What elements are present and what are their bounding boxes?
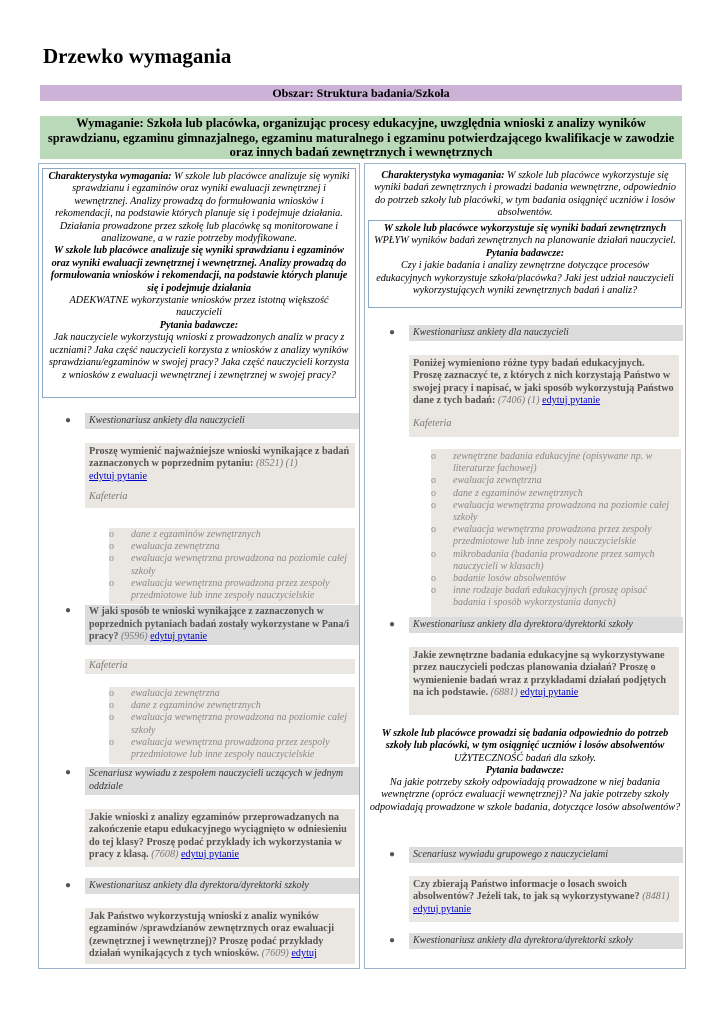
left-question-2 bbox=[65, 605, 360, 645]
option-label: ewaluacja wewnętrzna prowadzona przez zespoły przedmiotowe lub inne zespoły nauczycielskie bbox=[131, 736, 330, 761]
option-item bbox=[109, 529, 355, 541]
circle-icon: o bbox=[109, 577, 114, 589]
option-item bbox=[109, 553, 355, 577]
left-options-1 bbox=[109, 529, 355, 602]
edit-question-link[interactable]: edytuj pytanie bbox=[180, 848, 239, 860]
right-question-3-id: (8481) bbox=[642, 891, 670, 903]
left-question-4-text: Jak Państwo wykorzystują wnioski z analiz wyników egzaminów /sprawdzianów zewnętrznych oraz ewaluacji (zewnętrznej i wewnętrznej)? Proszę podać przykłady działań wynikających z tych wniosków. bbox=[89, 911, 335, 959]
left-questions: Jak nauczyciele wykorzystują wnioski z prowadzonych analiz w pracy z uczniami? Jaka część nauczycieli korzysta z wniosków z analizy wyników sprawdzianu/egzaminów w swojej pracy? Jaka część nauczycieli korzysta z wniosków z ewaluacji wewnętrznej i zewnętrznej w swojej pracy? bbox=[48, 332, 350, 381]
left-options-2 bbox=[109, 688, 355, 761]
bullet-dot-icon: ● bbox=[65, 415, 72, 426]
circle-icon: o bbox=[109, 688, 114, 699]
right-usefulness-box bbox=[368, 728, 682, 814]
bullet-dot-icon: ● bbox=[65, 605, 72, 616]
right-tool-4[interactable] bbox=[389, 933, 683, 949]
right-characteristics-box bbox=[368, 168, 682, 220]
circle-icon: o bbox=[431, 475, 436, 487]
right-question-1 bbox=[409, 355, 679, 437]
option-label: ewaluacja wewnętrzna prowadzona na poziomie całej szkoły bbox=[131, 712, 348, 736]
option-item bbox=[431, 585, 681, 609]
option-label: zewnętrzne badania edukacyjne (opisywane np. w literaturze fachowej) bbox=[453, 451, 653, 475]
circle-icon: o bbox=[109, 700, 114, 712]
right-usefulness-text: UŻYTECZNOŚĆ badań dla szkoły. bbox=[453, 752, 597, 764]
right-char-text: W szkole lub placówce wykorzystuje się wyniki badań zewnętrznych i prowadzi badania wewnętrzne, odpowiednio do potrzeb szkoły lub placówki, w tym badania osiągnięć uczniów i losów absolwentów. bbox=[374, 170, 676, 219]
left-tool-2-label: Scenariusz wywiadu z zespołem nauczycieli uczących w jednym oddziale bbox=[89, 768, 344, 792]
option-label: ewaluacja wewnętrzna prowadzona przez zespoły przedmiotowe lub inne zespoły nauczycielskie bbox=[453, 524, 652, 548]
bullet-dot-icon: ● bbox=[389, 935, 396, 946]
left-char-label: Charakterystyka wymagania: bbox=[48, 171, 172, 182]
left-char-text: W szkole lub placówce analizuje się wyniki sprawdzianu i egzaminów oraz wyniki ewaluacji zewnętrznej i wewnętrznej. Analizy prowadzą do formułowania wniosków i rekomendacji, na podstawie których planuje się i podejmuje działania. Działania prowadzone przez szkołę lub placówkę są monitorowane i analizowane, a w razie potrzeby modyfikowane. bbox=[55, 171, 350, 245]
option-label: ewaluacja zewnętrzna bbox=[131, 541, 220, 553]
left-characteristics-box bbox=[42, 168, 356, 398]
right-question-2 bbox=[409, 647, 679, 715]
right-question-2-text: Jakie zewnętrzne badania edukacyjne są wykorzystywane przez nauczycieli podczas planowania działań? Proszę o wymienienie badań wraz z przykładami działań podjętych na ich podstawie. bbox=[413, 650, 666, 698]
option-item bbox=[109, 541, 355, 553]
left-bold-text: W szkole lub placówce analizuje się wyniki sprawdzianu i egzaminów oraz wyniki ewaluacji zewnętrznej i wewnętrznej. Analizy prowadzą do formułowania wniosków i rekomendacji, na podstawie których planuje się i podejmuje działania bbox=[50, 245, 348, 294]
edit-question-link[interactable]: edytuj pytanie bbox=[89, 470, 147, 482]
circle-icon: o bbox=[109, 541, 114, 553]
option-label: ewaluacja zewnętrzna bbox=[453, 475, 542, 487]
edit-question-link[interactable]: edytuj pytanie bbox=[520, 686, 579, 698]
left-question-2-id: (9596) bbox=[120, 631, 148, 642]
right-tool-4-label: Kwestionariusz ankiety dla dyrektora/dyrektorki szkoły bbox=[413, 935, 633, 946]
option-item bbox=[109, 700, 355, 712]
edit-question-link[interactable]: edytuj pytanie bbox=[413, 903, 471, 915]
right-bold-text-2: W szkole lub placówce prowadzi się badania odpowiednio do potrzeb szkoły lub placówki, w tym osiągnięć uczniów i losów absolwentów bbox=[381, 728, 669, 752]
right-column bbox=[364, 163, 686, 969]
left-question-1-id: (8521) (1) bbox=[255, 458, 298, 470]
right-question-1-text: Poniżej wymieniono różne typy badań edukacyjnych. Proszę zaznaczyć te, z których z nich korzystają Państwo w swojej pracy i napisać, w jaki sposób wykorzystują Państwo dane z tych badań: bbox=[413, 358, 674, 406]
right-question-1-id: (7406) (1) bbox=[497, 394, 540, 406]
right-questions-2: Na jakie potrzeby szkoły odpowiadają prowadzone w niej badania wewnętrzne (oprócz ewaluacji wewnętrznej)? Na jakie potrzeby szkoły odpowiadają prowadzone w szkole badania, dotyczące losów absolwentów? bbox=[369, 777, 681, 813]
option-item bbox=[109, 712, 355, 736]
option-label: dane z egzaminów zewnętrznych bbox=[131, 700, 261, 712]
right-question-2-id: (6881) bbox=[490, 686, 518, 698]
right-tool-3[interactable] bbox=[389, 847, 683, 863]
circle-icon: o bbox=[431, 573, 436, 585]
option-label: inne rodzaje badań edukacyjnych (proszę opisać badania i sposób wykorzystania danych) bbox=[453, 585, 647, 609]
bullet-dot-icon: ● bbox=[65, 880, 72, 891]
left-question-2-text: W jaki sposób te wnioski wynikające z zaznaczonych w poprzednich pytaniach badań zostały wykorzystane w Pana/i pracy? bbox=[89, 606, 350, 642]
circle-icon: o bbox=[109, 736, 114, 748]
option-item bbox=[431, 573, 681, 585]
option-item bbox=[431, 524, 681, 548]
left-column bbox=[38, 163, 360, 969]
bullet-dot-icon: ● bbox=[389, 849, 396, 860]
right-tool-2-label: Kwestionariusz ankiety dla dyrektora/dyrektorki szkoły bbox=[413, 619, 633, 630]
option-label: ewaluacja wewnętrzna prowadzona na poziomie całej szkoły bbox=[131, 553, 348, 577]
option-label: dane z egzaminów zewnętrznych bbox=[453, 487, 583, 499]
circle-icon: o bbox=[431, 524, 436, 536]
circle-icon: o bbox=[431, 585, 436, 597]
right-question-3 bbox=[409, 876, 679, 922]
kafeteria-label: Kafeteria bbox=[413, 418, 452, 429]
right-options-1 bbox=[431, 451, 681, 610]
left-question-4 bbox=[85, 908, 355, 964]
right-questions-label: Pytania badawcze: bbox=[485, 247, 565, 259]
right-impact-text: WPŁYW wyników badań zewnętrznych na planowanie działań nauczyciel. bbox=[374, 235, 676, 247]
circle-icon: o bbox=[431, 451, 436, 462]
requirement-box: Wymaganie: Szkoła lub placówka, organizując procesy edukacyjne, uwzględnia wnioski z analizy wyników sprawdzianu, egzaminu gimnazjalnego, egzaminu maturalnego i egzaminu potwierdzającego kwalifikacje w zawodzie oraz innych badań zewnętrznych i wewnętrznych bbox=[40, 116, 682, 159]
right-bold-text: W szkole lub placówce wykorzystuje się wyniki badań zewnętrznych bbox=[383, 223, 667, 234]
left-tool-1-label: Kwestionariusz ankiety dla nauczycieli bbox=[89, 415, 245, 426]
option-item bbox=[431, 475, 681, 487]
left-question-3 bbox=[85, 809, 355, 867]
right-tool-3-label: Scenariusz wywiadu grupowego z nauczycielami bbox=[413, 849, 608, 860]
right-tool-2[interactable] bbox=[389, 617, 683, 633]
left-question-3-text: Jakie wnioski z analizy egzaminów przeprowadzanych na zakończenie etapu edukacyjnego wyciągnięto w odniesieniu do tej klasy? Proszę podać przykłady ich wykorzystania w pracy z klasą. bbox=[89, 812, 347, 860]
bullet-dot-icon: ● bbox=[389, 619, 396, 630]
option-label: ewaluacja wewnętrzna prowadzona przez zespoły przedmiotowe lub inne zespoły nauczycielskie bbox=[131, 577, 330, 602]
right-tool-1[interactable] bbox=[389, 325, 683, 341]
right-char-label: Charakterystyka wymagania: bbox=[381, 170, 505, 181]
right-questions-2-label: Pytania badawcze: bbox=[485, 764, 565, 776]
kafeteria-label: Kafeteria bbox=[89, 660, 128, 671]
left-tool-3[interactable] bbox=[65, 878, 359, 894]
right-impact-box bbox=[368, 220, 682, 308]
right-tool-1-label: Kwestionariusz ankiety dla nauczycieli bbox=[413, 327, 569, 338]
page-title: Drzewko wymagania bbox=[43, 44, 232, 68]
option-label: badanie losów absolwentów bbox=[453, 573, 566, 585]
kafeteria-label: Kafeteria bbox=[89, 491, 128, 502]
option-label: mikrobadania (badania prowadzone przez samych nauczycieli w klasach) bbox=[453, 548, 655, 572]
circle-icon: o bbox=[109, 553, 114, 565]
bullet-dot-icon: ● bbox=[389, 327, 396, 338]
area-bar: Obszar: Struktura badania/Szkoła bbox=[40, 85, 682, 101]
right-questions: Czy i jakie badania i analizy zewnętrzne dotyczące procesów edukacyjnych wykorzystuje szkoła/placówka? Jaki jest udział nauczycieli wykorzystujących wyniki zewnętrznych badań i analiz? bbox=[376, 260, 674, 297]
option-label: dane z egzaminów zewnętrznych bbox=[131, 529, 261, 540]
option-item bbox=[431, 549, 681, 573]
left-tool-1[interactable] bbox=[65, 413, 359, 429]
left-question-4-id: (7609) bbox=[261, 947, 289, 959]
edit-question-link[interactable]: edytuj pytanie bbox=[150, 631, 208, 642]
option-item bbox=[431, 451, 681, 475]
circle-icon: o bbox=[109, 712, 114, 724]
left-tool-2[interactable] bbox=[65, 767, 360, 795]
left-adek-text: ADEKWATNE wykorzystanie wniosków przez istotną większość nauczycieli bbox=[69, 295, 329, 319]
left-question-1-text: Proszę wymienić najważniejsze wnioski wynikające z badań zaznaczonych w poprzednim pytaniu: bbox=[89, 446, 350, 470]
left-question-3-id: (7608) bbox=[151, 848, 179, 860]
circle-icon: o bbox=[109, 529, 114, 540]
left-kafeteria-2 bbox=[85, 659, 355, 674]
option-item bbox=[431, 488, 681, 500]
edit-question-link[interactable]: edytuj bbox=[291, 947, 317, 959]
option-item bbox=[109, 737, 355, 761]
circle-icon: o bbox=[431, 487, 436, 499]
circle-icon: o bbox=[431, 548, 436, 560]
circle-icon: o bbox=[431, 499, 436, 511]
option-label: ewaluacja wewnętrzna prowadzona na poziomie całej szkoły bbox=[453, 499, 670, 524]
left-question-1 bbox=[85, 443, 355, 508]
option-item bbox=[431, 500, 681, 524]
edit-question-link[interactable]: edytuj pytanie bbox=[542, 394, 601, 406]
bullet-dot-icon: ● bbox=[65, 767, 72, 778]
option-item bbox=[109, 688, 355, 700]
right-question-3-text: Czy zbierają Państwo informacje o losach swoich absolwentów? Jeżeli tak, to jak są wykorzystywane? bbox=[413, 879, 640, 903]
option-label: ewaluacja zewnętrzna bbox=[131, 688, 220, 699]
left-questions-label: Pytania badawcze: bbox=[159, 319, 239, 331]
option-item bbox=[109, 578, 355, 602]
left-tool-3-label: Kwestionariusz ankiety dla dyrektora/dyrektorki szkoły bbox=[89, 880, 309, 891]
